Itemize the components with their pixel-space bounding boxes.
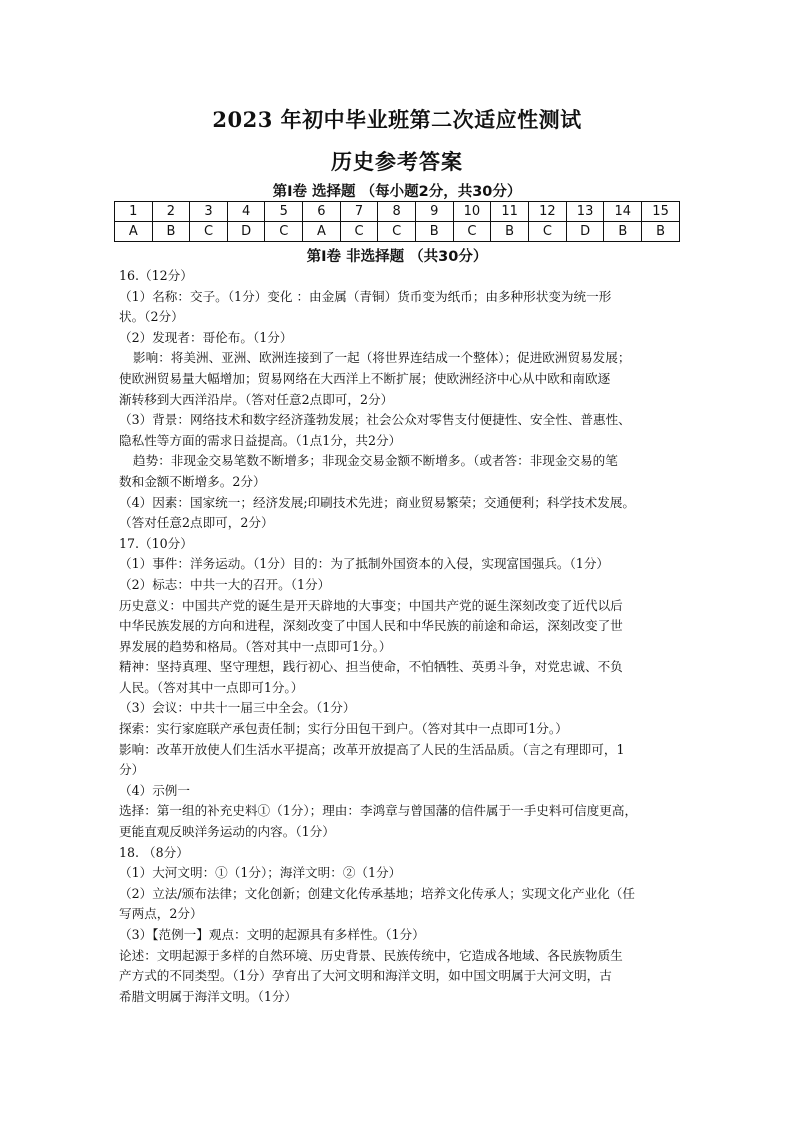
text-line: （2）立法/颁布法律；文化创新；创建文化传承基地；培养文化传承人；实现文化产业化（任	[119, 885, 636, 901]
text-line: 数和金额不断增多。2分）	[119, 473, 266, 489]
question-number: 2	[152, 202, 190, 222]
text-line: （1）大河文明：①（1分）；海洋文明：②（1分）	[119, 865, 402, 881]
page-subtitle: 历史参考答案	[331, 149, 463, 174]
question-number: 11	[491, 202, 529, 222]
text-line: 趋势：非现金交易笔数不断增多；非现金交易金额不断增多。（或者答：非现金交易的笔	[133, 453, 618, 469]
text-line: 人民。（答对其中一点即可1分。）	[119, 679, 304, 695]
text-line: 探索：实行家庭联产承包责任制；实行分田包干到户。（答对其中一点即可1分。）	[119, 721, 568, 737]
question-number: 10	[453, 202, 491, 222]
text-line: （3）背景：网络技术和数字经济蓬勃发展；社会公众对零售支付便捷性、安全性、普惠性、	[119, 412, 631, 428]
answer-cell: B	[642, 222, 680, 242]
question-number-row	[115, 202, 680, 222]
question-number: 4	[227, 202, 265, 222]
text-line: 使欧洲贸易量大幅增加；贸易网络在大西洋上不断扩展；使欧洲经济中心从中欧和南欧逐	[119, 370, 611, 386]
text-line: 历史意义：中国共产党的诞生是开天辟地的大事变；中国共产党的诞生深刻改变了近代以后	[119, 597, 623, 613]
answer-cell: C	[529, 222, 567, 242]
question-number: 7	[340, 202, 378, 222]
q17-heading: 17.（10分）	[119, 535, 193, 551]
text-line: 渐转移到大西洋沿岸。（答对任意2点即可，2分）	[119, 391, 394, 407]
answer-cell: C	[265, 222, 303, 242]
question-number: 6	[303, 202, 341, 222]
section2-heading: 第Ⅰ卷 非选择题 （共30分）	[306, 249, 488, 265]
text-line: 中华民族发展的方向和进程，深刻改变了中国人民和中华民族的前途和命运，深刻改变了世	[119, 618, 623, 634]
answer-cell: C	[378, 222, 416, 242]
answer-cell: B	[152, 222, 190, 242]
text-line: 产方式的不同类型。（1分）孕育出了大河文明和海洋文明，如中国文明属于大河文明，古	[119, 968, 612, 984]
question-number: 15	[642, 202, 680, 222]
question-number: 8	[378, 202, 416, 222]
question-number: 12	[529, 202, 567, 222]
text-line: （3）会议：中共十一届三中全会。（1分）	[119, 700, 356, 716]
question-number: 13	[566, 202, 604, 222]
text-line: （2）标志：中共一大的召开。（1分）	[119, 576, 331, 592]
section1-heading: 第Ⅰ卷 选择题 （每小题2分，共30分）	[272, 184, 522, 200]
text-line: （1）事件：洋务运动。（1分）目的：为了抵制外国资本的入侵，实现富国强兵。（1分）	[119, 556, 610, 572]
answer-cell: A	[115, 222, 153, 242]
text-line: 写两点，2分）	[119, 906, 203, 922]
text-line: 分）	[119, 762, 145, 778]
answer-cell: C	[190, 222, 228, 242]
text-line: （2）发现者：哥伦布。（1分）	[119, 329, 293, 345]
answer-body	[119, 266, 675, 1007]
page-title: 2023 年初中毕业班第二次适应性测试	[212, 107, 582, 132]
q16-heading: 16.（12分）	[119, 268, 193, 283]
answer-table	[114, 201, 680, 242]
answer-row	[115, 222, 680, 242]
question-number: 1	[115, 202, 153, 222]
text-line: （3）【范例一】观点：文明的起源具有多样性。（1分）	[119, 927, 425, 942]
text-line: 选择：第一组的补充史料①（1分）；理由：李鸿章与曾国藩的信件属于一手史料可信度更高，	[119, 803, 638, 819]
text-line: 精神：坚持真理、坚守理想，践行初心、担当使命，不怕牺牲、英勇斗争，对党忠诚、不负	[119, 659, 623, 675]
text-line: 影响：将美洲、亚洲、欧洲连接到了一起（将世界连结成一个整体）；促进欧洲贸易发展；	[133, 350, 631, 366]
answer-cell: B	[415, 222, 453, 242]
answer-cell: B	[604, 222, 642, 242]
answer-cell: D	[227, 222, 265, 242]
question-number: 14	[604, 202, 642, 222]
text-line: 状。（2分）	[119, 309, 184, 325]
answer-cell: D	[566, 222, 604, 242]
text-line: 更能直观反映洋务运动的内容。（1分）	[119, 824, 335, 840]
question-number: 5	[265, 202, 303, 222]
text-line: （4）示例一	[119, 782, 190, 798]
answer-cell: A	[303, 222, 341, 242]
answer-cell: C	[453, 222, 491, 242]
answer-cell: B	[491, 222, 529, 242]
text-line: （1）名称：交子。（1分）变化 ：由金属（青铜）货币变为纸币；由多种形状变为统一形	[119, 288, 612, 304]
text-line: 影响：改革开放使人们生活水平提高；改革开放提高了人民的生活品质。（言之有理即可，1	[119, 741, 625, 757]
q18-heading: 18. （8分）	[119, 844, 189, 860]
question-number: 9	[415, 202, 453, 222]
text-line: 论述：文明起源于多样的自然环境、历史背景、民族传统中，它造成各地域、各民族物质生	[119, 947, 623, 963]
text-line: （4）因素：国家统一；经济发展;印刷技术先进；商业贸易繁荣；交通便利；科学技术发展。	[119, 494, 636, 510]
question-number: 3	[190, 202, 228, 222]
text-line: 界发展的趋势和格局。（答对其中一点即可1分。）	[119, 638, 392, 654]
text-line: 隐私性等方面的需求日益提高。（1点1分，共2分）	[119, 432, 402, 448]
text-line: 希腊文明属于海洋文明。（1分）	[119, 988, 298, 1004]
text-line: （答对任意2点即可，2分）	[119, 515, 274, 531]
answer-cell: C	[340, 222, 378, 242]
